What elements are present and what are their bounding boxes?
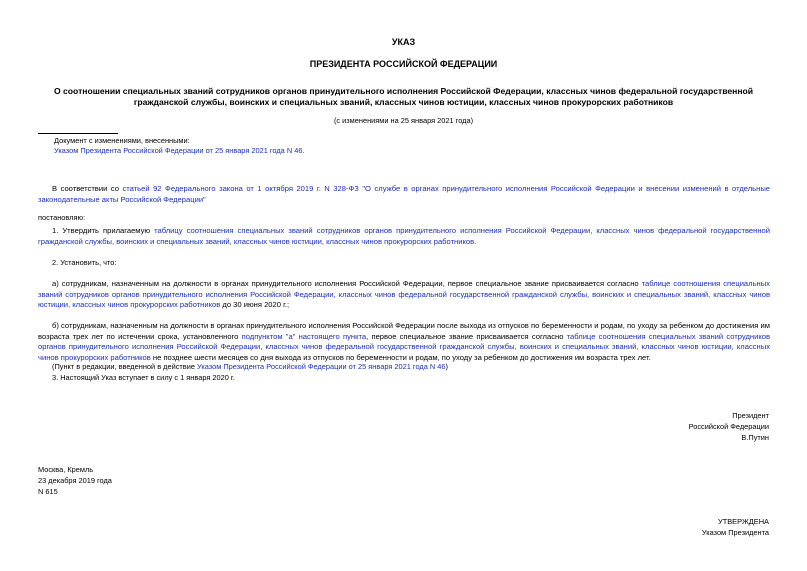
preamble-text: В соответствии со — [52, 184, 123, 193]
item-2-title: 2. Установить, что: — [52, 258, 117, 267]
decree-number: N 615 — [38, 487, 58, 496]
decree-word: постановляю: — [38, 213, 86, 222]
approved-label: УТВЕРЖДЕНА — [718, 517, 769, 526]
signature-name: В.Путин — [741, 433, 769, 442]
sign-place: Москва, Кремль — [38, 465, 94, 474]
item-1-tail: . — [474, 236, 477, 246]
item-2b-tail: не позднее шести месяцев со дня выхода из отпусков по беременности и родам, по уходу за ребенком до достижения им возраста трех лет. — [150, 352, 651, 362]
decree-heading-line2: гражданской службы, воинских и специальных званий, классных чинов юстиции, классных чинов прокурорских работников — [133, 97, 674, 107]
sign-date: 23 декабря 2019 года — [38, 476, 112, 485]
item-2b-note-text: (Пункт в редакции, введенной в действие — [52, 362, 198, 371]
item-1 — [38, 226, 770, 247]
changes-label: Документ с изменениями, внесенными: — [54, 136, 190, 145]
item-1-text: 1. Утвердить прилагаемую — [52, 226, 155, 235]
item-2b — [38, 321, 770, 363]
item-2b-subpoint-link[interactable]: подпунктом "а" настоящего пункта — [241, 331, 367, 341]
item-2a-text: а) сотрудникам, назначенным на должности в органах принудительного исполнения Российской Федерации, первое специальное звание присваивается согласно — [52, 279, 642, 288]
signature-position: Президент — [732, 411, 769, 420]
item-2a-table-link[interactable]: таблице соотношения специальных званий сотрудников органов принудительного исполнения Российской Федерации, классных чинов федеральной государственной гражданской службы, воинских и специальных званий, классных чинов юстиции, классных чинов прокурорских работников — [38, 279, 770, 309]
item-2a — [38, 279, 770, 311]
item-2b-note-link[interactable]: Указом Президента Российской Федерации от 25 января 2021 года N 46 — [197, 362, 446, 371]
item-2b-note — [52, 362, 448, 371]
item-1-table-link[interactable]: таблицу соотношения специальных званий сотрудников органов принудительного исполнения Российской Федерации, классных чинов федеральной государственной гражданской службы, воинских и специальных званий, классных чинов юстиции, классных чинов прокурорских работников — [38, 226, 770, 246]
changes-divider — [38, 133, 118, 134]
item-2b-table-link[interactable]: таблице соотношения специальных званий сотрудников органов принудительного исполнения Российской Федерации, классных чинов федеральной государственной гражданской службы, воинских и специальных званий, классных чинов юстиции, классных чинов прокурорских работников — [38, 331, 770, 362]
preamble — [38, 184, 770, 205]
item-3: 3. Настоящий Указ вступает в силу с 1 января 2020 г. — [52, 373, 235, 382]
preamble-law-link[interactable]: статьей 92 Федерального закона от 1 октября 2019 г. N 328-ФЗ "О службе в органах принудительного исполнения Российской Федерации и внесении изменений в отдельные законодательные акты Российской Федерации" — [38, 184, 770, 204]
revision-note: (с изменениями на 25 января 2021 года) — [333, 116, 474, 125]
signature-country: Российской Федерации — [688, 422, 769, 431]
item-2b-note-tail: ) — [445, 362, 448, 371]
decree-subtitle: ПРЕЗИДЕНТА РОССИЙСКОЙ ФЕДЕРАЦИИ — [309, 59, 498, 69]
changes-link[interactable]: Указом Президента Российской Федерации от 25 января 2021 года N 46. — [54, 146, 305, 155]
decree-heading-line1: О соотношении специальных званий сотрудников органов принудительного исполнения Российской Федерации, классных чинов федеральной государственной — [53, 86, 754, 96]
approved-by: Указом Президента — [701, 528, 769, 537]
item-2b-text: б) сотрудникам, назначенным на должности в органах принудительного исполнения Российской Федерации после выхода из отпусков по беременности и родам, по уходу за ребенком до достижения им возраста трех лет по истечении срока, установленного — [38, 321, 770, 341]
item-2b-middle: , первое специальное звание присваивается согласно — [366, 331, 567, 341]
decree-title: УКАЗ — [391, 37, 416, 47]
item-2a-tail: до 30 июня 2020 г.; — [220, 300, 290, 309]
